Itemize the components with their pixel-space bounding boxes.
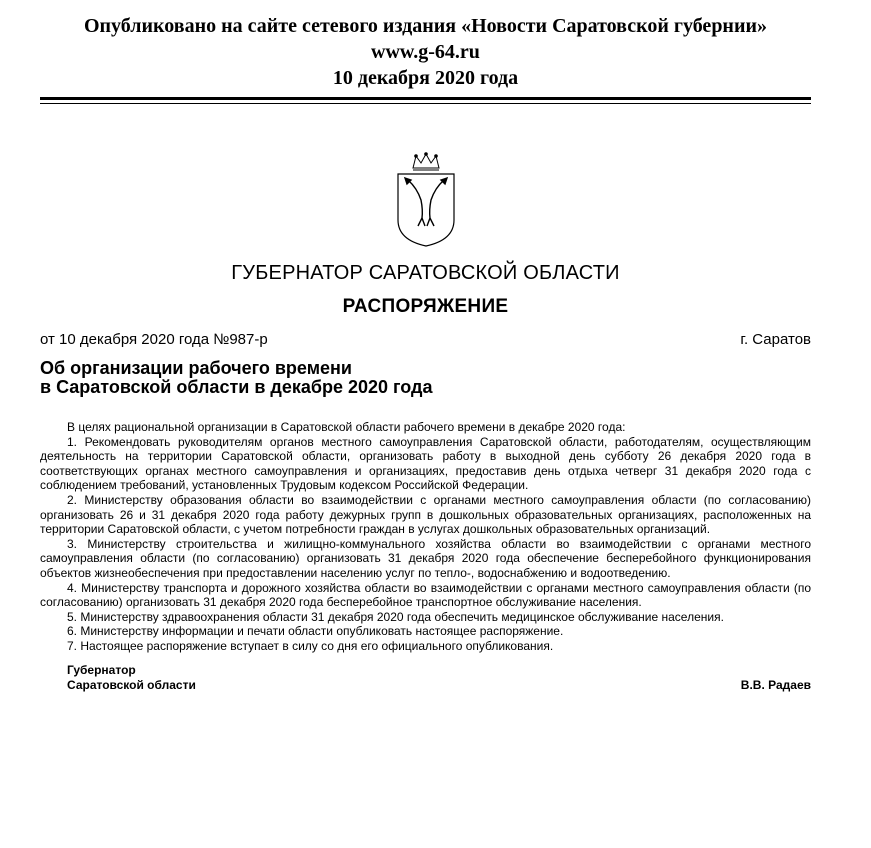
intro-paragraph: В целях рациональной организации в Саратовской области рабочего времени в декабре 2020 года:: [67, 420, 626, 434]
publication-date: 10 декабря 2020 года: [332, 67, 519, 89]
header-divider-thick: [40, 97, 811, 100]
title-line-2: в Саратовской области в декабре 2020 года: [40, 377, 433, 397]
saratov-coat-of-arms-icon: [391, 152, 461, 248]
document-body: [40, 420, 811, 654]
publication-site: www.g-64.ru: [371, 41, 480, 63]
document-city: г. Саратов: [740, 331, 811, 348]
signatory-name: В.В. Радаев: [740, 678, 811, 692]
clause-6: 6. Министерству информации и печати области опубликовать настоящее распоряжение.: [67, 624, 564, 639]
clause-4: 4. Министерству транспорта и дорожного хозяйства области во взаимодействии с органами местного самоуправления области (по согласованию) организовать 31 декабря 2020 года бесперебойное транспортное обслуживание населения.: [40, 580, 811, 610]
document-date-number: от 10 декабря 2020 года №987-р: [40, 331, 268, 348]
clause-2: 2. Министерству образования области во взаимодействии с органами местного самоуправления области (по согласованию) организовать 26 и 31 декабря 2020 года работу дежурных групп в дошкольных образовательных организациях, расположенных на территории Саратовской области, с учетом потребности граждан в услугах дошкольных образовательных организаций.: [40, 492, 811, 537]
signatory-position-line-2: Саратовской области: [67, 678, 196, 692]
signatory-position: [67, 663, 196, 693]
document-title: [40, 359, 432, 397]
publication-notice: Опубликовано на сайте сетевого издания «Новости Саратовской губернии»: [83, 15, 768, 37]
document-type: РАСПОРЯЖЕНИЕ: [342, 296, 509, 317]
clause-5: 5. Министерству здравоохранения области 31 декабря 2020 года обеспечить медицинское обслуживание населения.: [67, 609, 724, 624]
signatory-position-line-1: Губернатор: [67, 663, 136, 677]
title-line-1: Об организации рабочего времени: [40, 358, 352, 378]
issuing-authority: ГУБЕРНАТОР САРАТОВСКОЙ ОБЛАСТИ: [231, 262, 620, 284]
clause-3: 3. Министерству строительства и жилищно-коммунального хозяйства области во взаимодействии с органами местного самоуправления области (по согласованию) организовать 31 декабря 2020 года обеспечение бесперебойного функционирования объектов жизнеобеспечения при предоставлении населению услуг по тепло-, водоснабжению и водоотведению.: [40, 536, 811, 580]
clause-1: 1. Рекомендовать руководителям органов местного самоуправления Саратовской области, работодателям, осуществляющим деятельность на территории Саратовской области, организовать работу в выходной день субботу 26 декабря 2020 года в соответствующих органах местного самоуправления и организациях, предоставив день отдыха четверг 31 декабря 2020 года с соблюдением требований, установленных Трудовым кодексом Российской Федерации.: [40, 434, 811, 493]
clause-7: 7. Настоящее распоряжение вступает в силу со дня его официального опубликования.: [67, 638, 554, 653]
header-divider-thin: [40, 103, 811, 104]
